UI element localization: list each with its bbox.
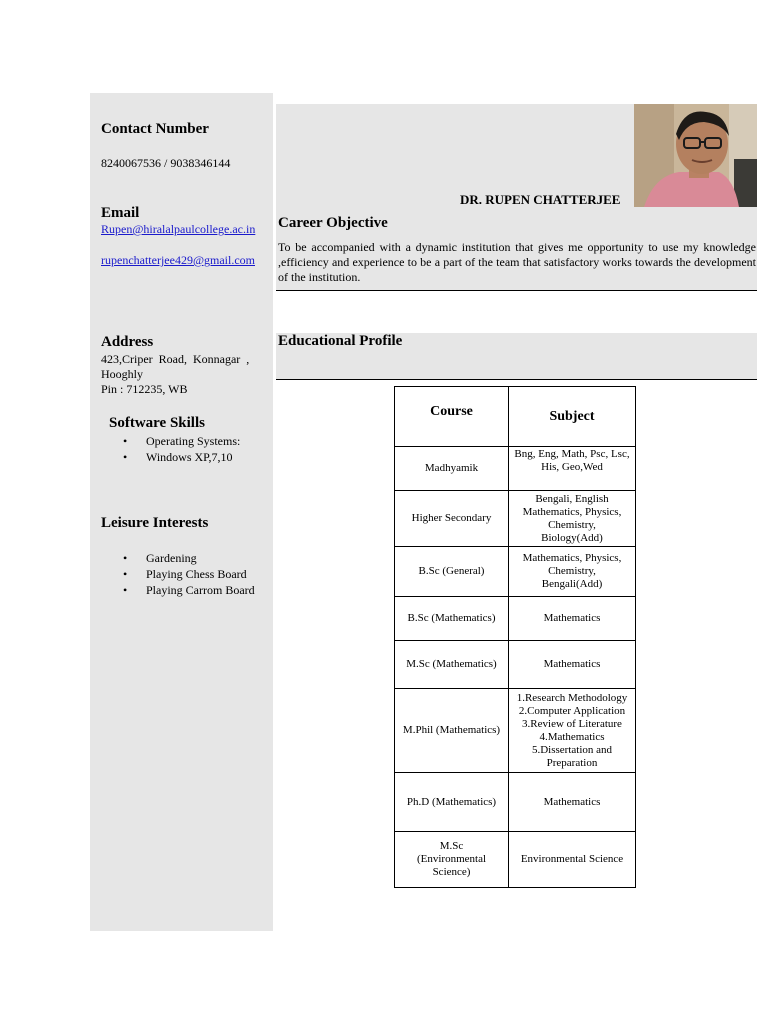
subject-cell: Bengali, English Mathematics, Physics, Chemistry, Biology(Add) xyxy=(509,491,636,547)
table-row xyxy=(395,773,636,832)
table-row xyxy=(395,832,636,888)
educational-profile-heading: Educational Profile xyxy=(278,333,403,349)
table-row xyxy=(395,641,636,689)
list-item: • Gardening xyxy=(101,550,255,566)
address-line-1: 423,Criper Road, Konnagar , xyxy=(101,352,250,366)
column-header-course: Course xyxy=(395,387,509,447)
career-objective-text: To be accompanied with a dynamic institution that gives me opportunity to use my knowledge ,efficiency and experience to be a part of the team that satisfactory works towards the development of the institution. xyxy=(278,240,756,284)
table-row xyxy=(395,447,636,491)
table-row xyxy=(395,491,636,547)
course-cell: Madhyamik xyxy=(395,447,509,491)
leisure-list xyxy=(101,550,255,598)
course-cell: Ph.D (Mathematics) xyxy=(395,773,509,832)
list-item: • Playing Chess Board xyxy=(101,566,255,582)
list-item: • Operating Systems: xyxy=(101,433,240,449)
address-line-3: Pin : 712235, WB xyxy=(101,382,188,396)
email-link-1[interactable]: Rupen@hiralalpaulcollege.ac.in xyxy=(101,222,256,236)
column-header-subject: Subject xyxy=(509,387,636,447)
software-skills-heading: Software Skills xyxy=(109,415,205,431)
education-table xyxy=(394,386,636,888)
table-header-row xyxy=(395,387,636,447)
list-item: • Playing Carrom Board xyxy=(101,582,255,598)
email-heading: Email xyxy=(101,205,140,221)
subject-cell: Mathematics xyxy=(509,641,636,689)
contact-heading: Contact Number xyxy=(101,121,209,137)
course-cell: M.Sc (Mathematics) xyxy=(395,641,509,689)
table-row xyxy=(395,597,636,641)
software-skills-list xyxy=(101,433,240,465)
email-link-2[interactable]: rupenchatterjee429@gmail.com xyxy=(101,253,255,267)
subject-cell: Bng, Eng, Math, Psc, Lsc, His, Geo,Wed xyxy=(509,447,636,491)
course-cell: Higher Secondary xyxy=(395,491,509,547)
subject-cell: Mathematics xyxy=(509,773,636,832)
subject-cell: Mathematics, Physics, Chemistry, Bengali(Add) xyxy=(509,547,636,597)
table-row xyxy=(395,547,636,597)
leisure-heading: Leisure Interests xyxy=(101,515,209,531)
portrait-image xyxy=(634,104,757,207)
course-cell: M.Phil (Mathematics) xyxy=(395,689,509,773)
list-item: • Windows XP,7,10 xyxy=(101,449,240,465)
contact-number: 8240067536 / 9038346144 xyxy=(101,156,231,170)
profile-photo xyxy=(634,104,757,207)
subject-cell: 1.Research Methodology 2.Computer Application 3.Review of Literature 4.Mathematics 5.Dissertation and Preparation xyxy=(509,689,636,773)
candidate-name: DR. RUPEN CHATTERJEE xyxy=(460,192,621,207)
course-cell: M.Sc (Environmental Science) xyxy=(395,832,509,888)
address-line-2: Hooghly xyxy=(101,367,143,381)
address-heading: Address xyxy=(101,334,154,350)
subject-cell: Mathematics xyxy=(509,597,636,641)
course-cell: B.Sc (Mathematics) xyxy=(395,597,509,641)
career-objective-heading: Career Objective xyxy=(278,215,388,231)
table-row xyxy=(395,689,636,773)
subject-cell: Environmental Science xyxy=(509,832,636,888)
course-cell: B.Sc (General) xyxy=(395,547,509,597)
